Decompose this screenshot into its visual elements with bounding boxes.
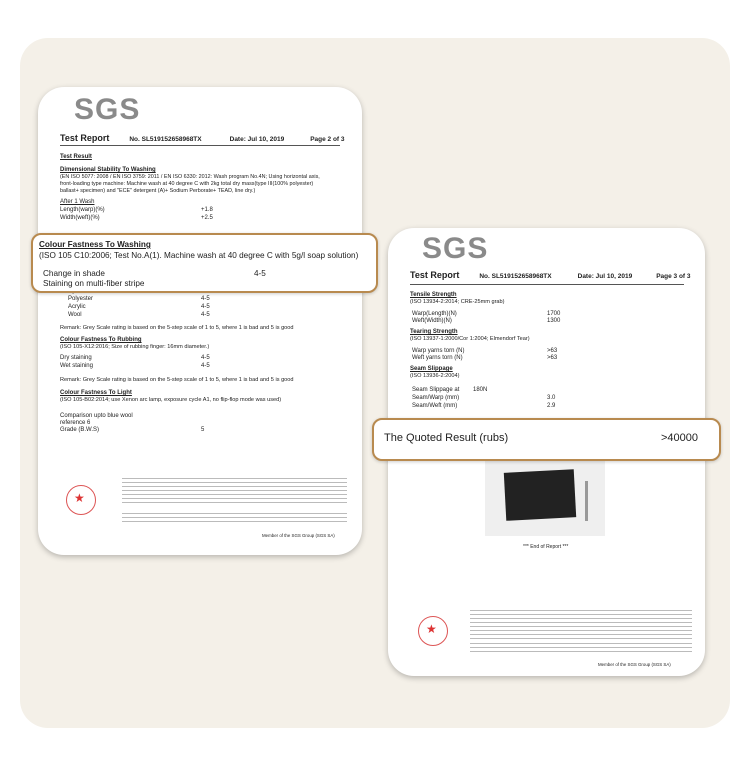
seam-warp-label: Seam/Warp (mm) xyxy=(412,395,460,401)
wet-staining-label: Wet staining xyxy=(60,363,93,369)
weft-label: Weft(Width)(N) xyxy=(412,318,452,324)
quoted-result-label: The Quoted Result (rubs) xyxy=(384,432,509,444)
fiber-value: 4-5 xyxy=(201,296,210,302)
change-in-shade-value: 4-5 xyxy=(254,269,266,278)
grade-value: 5 xyxy=(201,427,205,433)
dry-staining-value: 4-5 xyxy=(201,355,210,361)
light-method: (ISO 105-B02:2014; use Xenon arc lamp, exposure cycle A1, no flip-flop mode was used) xyxy=(60,397,282,403)
staining-label: Staining on multi-fiber stripe xyxy=(43,279,145,288)
fiber-label: Polyester xyxy=(68,296,94,302)
warp-torn-value: >63 xyxy=(547,348,558,354)
header-divider xyxy=(410,284,684,285)
report-page: Page 3 of 3 xyxy=(656,273,691,280)
dimensional-method-line: front-loading type machine: Machine wash at 40 degree C with 2kg total dry mass(type III(100% polyester) xyxy=(60,181,314,187)
width-label: Width(weft)(%) xyxy=(60,215,100,221)
wet-staining-value: 4-5 xyxy=(201,363,210,369)
tensile-heading: Tensile Strength xyxy=(410,292,457,298)
comparison-label: reference 6 xyxy=(60,420,91,426)
sgs-logo: SGS xyxy=(422,232,489,265)
warp-torn-label: Warp yarns torn (N) xyxy=(412,348,465,354)
legal-fine-print xyxy=(122,478,347,506)
warp-label: Warp(Length)(N) xyxy=(412,311,457,317)
weft-torn-value: >63 xyxy=(547,355,558,361)
report-page: Page 2 of 3 xyxy=(310,136,345,143)
callout-heading: Colour Fastness To Washing xyxy=(39,240,151,249)
dimensional-method-line: (EN ISO 5077: 2008 / EN ISO 3759: 2011 / EN ISO 6330: 2012: Wash program No.4N; Using horizontal axis, xyxy=(60,174,320,180)
comparison-label: Comparison upto blue wool xyxy=(60,413,133,419)
change-in-shade-label: Change in shade xyxy=(43,269,105,278)
quoted-result-callout xyxy=(372,418,721,461)
light-heading: Colour Fastness To Light xyxy=(60,390,132,396)
report-number: No. SL519152658968TX xyxy=(479,273,552,280)
test-result-heading: Test Result xyxy=(60,154,92,160)
report-header xyxy=(60,133,350,143)
report-title: Test Report xyxy=(60,133,110,143)
fabric-sample xyxy=(504,469,576,521)
seam-method: (ISO 13936-2:2004) xyxy=(410,373,460,379)
header-divider xyxy=(60,145,340,146)
sgs-logo: SGS xyxy=(74,93,141,126)
dimensional-method-line: ballast+ specimen) and "ECE" detergent (A)+ Sodium Perborate+ TEAD, line dry.) xyxy=(60,188,256,194)
remark-text: Remark: Grey Scale rating is based on the 5-step scale of 1 to 5, where 1 is bad and 5 is good xyxy=(60,325,294,331)
rubbing-method: (ISO 105-X12:2016; Size of rubbing finger: 16mm diameter.) xyxy=(60,344,210,350)
rubbing-heading: Colour Fastness To Rubbing xyxy=(60,337,142,343)
tensile-method: (ISO 13934-2:2014; CRE-25mm grab) xyxy=(410,299,505,305)
report-footer: Member of the SGS Group (SGS SA) xyxy=(598,662,671,667)
tearing-method: (ISO 13937-1:2000/Cor 1:2004; Elmendorf Tear) xyxy=(410,336,530,342)
callout-method: (ISO 105 C10:2006; Test No.A(1). Machine wash at 40 degree C with 5g/l soap solution) xyxy=(39,251,359,260)
report-number: No. SL519152658968TX xyxy=(129,136,202,143)
warp-value: 1700 xyxy=(547,311,561,317)
seal-stamp-icon xyxy=(418,616,448,646)
remark-text: Remark: Grey Scale rating is based on the 5-step scale of 1 to 5, where 1 is bad and 5 is good xyxy=(60,377,294,383)
washing-fastness-callout xyxy=(31,233,378,293)
tearing-heading: Tearing Strength xyxy=(410,329,458,335)
report-date: Date: Jul 10, 2019 xyxy=(229,136,285,143)
address-fine-print xyxy=(122,513,347,523)
weft-value: 1300 xyxy=(547,318,561,324)
seam-weft-value: 2.9 xyxy=(547,403,556,409)
fiber-value: 4-5 xyxy=(201,304,210,310)
report-title: Test Report xyxy=(410,270,460,280)
grade-label: Grade (B.W.S) xyxy=(60,427,100,433)
dimensional-stability-heading: Dimensional Stability To Washing xyxy=(60,167,156,173)
width-value: +2.5 xyxy=(201,215,213,221)
legal-fine-print xyxy=(470,610,692,640)
fiber-value: 4-5 xyxy=(201,312,210,318)
seam-at-label: Seam Slippage at xyxy=(412,387,460,393)
fiber-label: Wool xyxy=(68,312,82,318)
quoted-result-value: >40000 xyxy=(661,432,699,444)
weft-torn-label: Weft yarns torn (N) xyxy=(412,355,463,361)
fiber-label: Acrylic xyxy=(68,304,86,310)
length-label: Length(warp)(%) xyxy=(60,207,105,213)
report-footer: Member of the SGS Group (SGS SA) xyxy=(262,533,335,538)
seam-warp-value: 3.0 xyxy=(547,395,556,401)
address-fine-print xyxy=(470,643,692,653)
report-date: Date: Jul 10, 2019 xyxy=(577,273,633,280)
seam-at-value: 180N xyxy=(473,387,488,393)
fabric-sample-photo xyxy=(485,456,605,536)
after-wash-label: After 1 Wash xyxy=(60,199,95,205)
test-report-page-2 xyxy=(38,87,362,555)
dry-staining-label: Dry staining xyxy=(60,355,92,361)
end-of-report: *** End of Report *** xyxy=(523,544,569,550)
seam-heading: Seam Slippage xyxy=(410,366,453,372)
seam-weft-label: Seam/Weft (mm) xyxy=(412,403,458,409)
ruler xyxy=(585,481,588,521)
report-header xyxy=(410,270,695,280)
length-value: +1.8 xyxy=(201,207,213,213)
seal-stamp-icon xyxy=(66,485,96,515)
